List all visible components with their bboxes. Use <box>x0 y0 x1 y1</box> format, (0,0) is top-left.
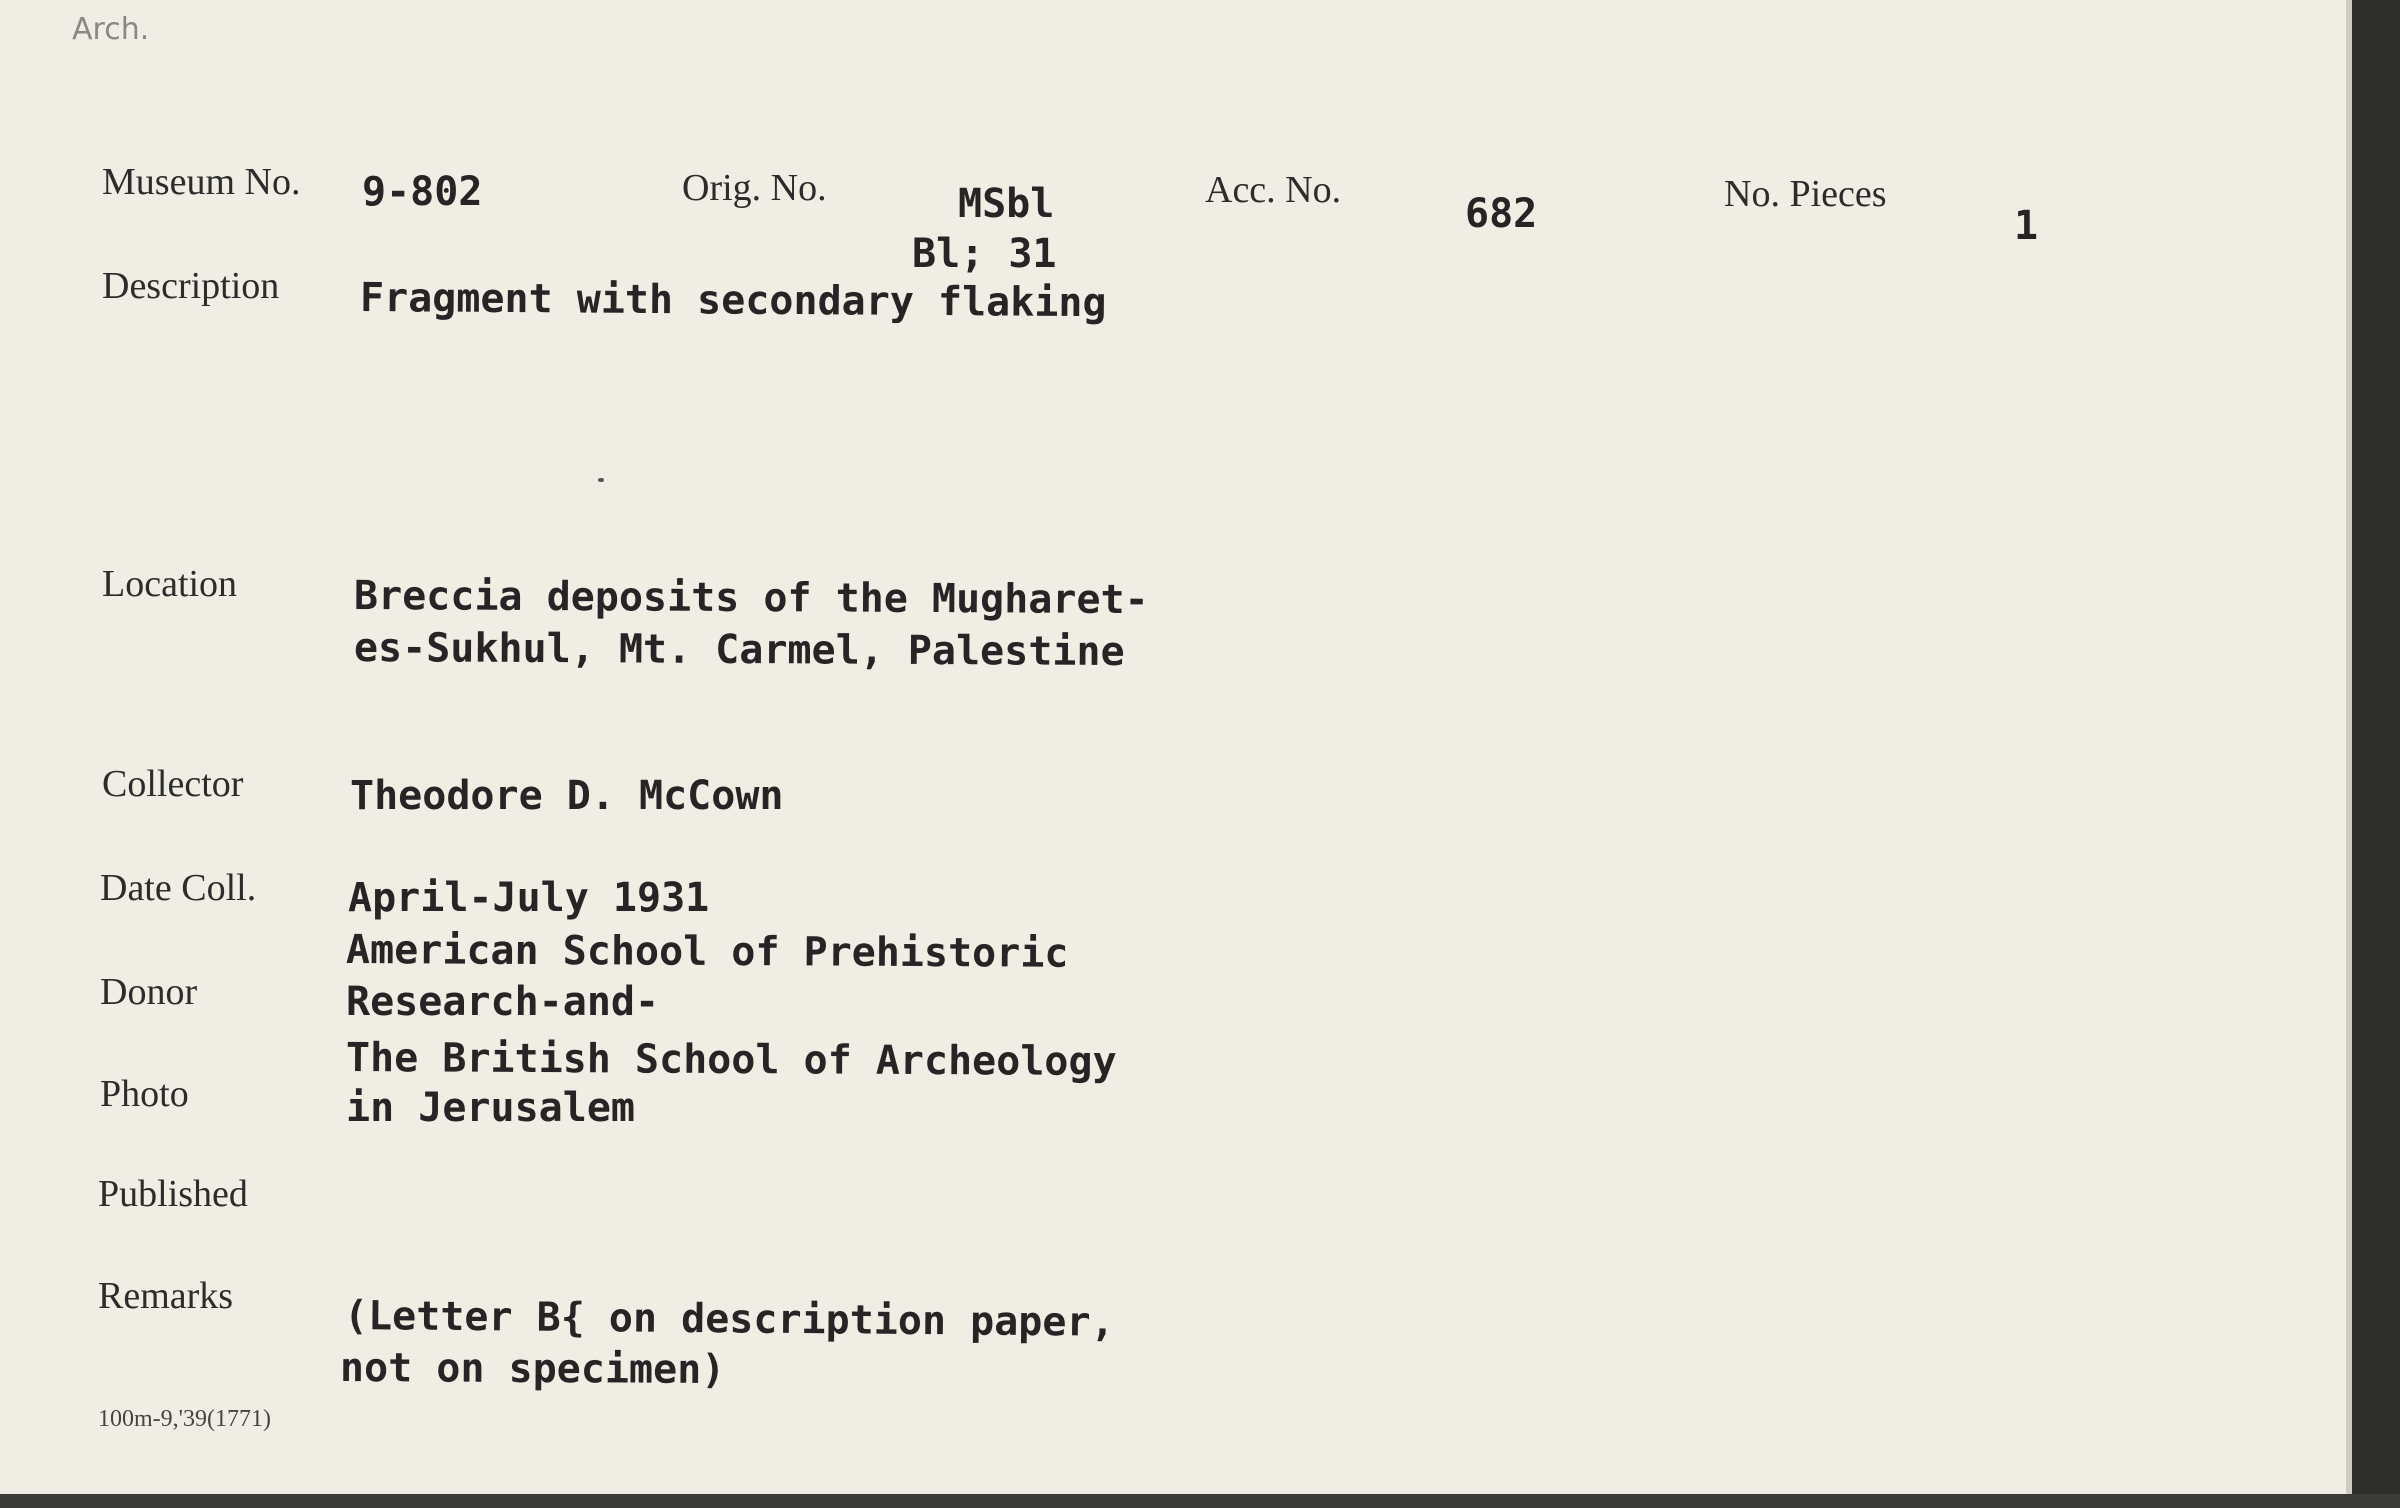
remarks-label: Remarks <box>98 1275 234 1317</box>
published-label: Published <box>98 1173 248 1215</box>
orig-no-label: Orig. No. <box>682 167 827 209</box>
museum-no-label: Museum No. <box>102 161 301 203</box>
date-coll-value: April-July 1931 <box>348 875 710 921</box>
ink-speck <box>598 478 604 482</box>
scan-edge-right <box>2352 0 2400 1508</box>
location-value-line2: es-Sukhul, Mt. Carmel, Palestine <box>353 625 1125 676</box>
orig-no-value-line1: MSbl <box>958 181 1055 227</box>
description-value: Fragment with secondary flaking <box>359 275 1107 327</box>
remarks-value-line2: not on specimen) <box>339 1345 726 1394</box>
remarks-value-line1: (Letter B{ on description paper, <box>343 1293 1115 1346</box>
no-pieces-value: 1 <box>2014 203 2039 249</box>
acc-no-value: 682 <box>1465 191 1538 237</box>
corner-note: Arch. <box>72 12 150 47</box>
description-label: Description <box>102 265 280 307</box>
donor-label: Donor <box>100 971 198 1013</box>
print-code: 100m-9,'39(1771) <box>98 1406 271 1432</box>
collector-label: Collector <box>102 763 244 805</box>
donor-value-line3: The British School of Archeology <box>345 1035 1117 1086</box>
location-label: Location <box>102 563 238 605</box>
donor-value-line1: American School of Prehistoric <box>345 927 1069 977</box>
collector-value: Theodore D. McCown <box>350 773 784 819</box>
acc-no-label: Acc. No. <box>1205 169 1342 211</box>
donor-value-line2: Research-and- <box>346 979 660 1025</box>
museum-no-value: 9-802 <box>362 169 483 215</box>
photo-label: Photo <box>100 1073 189 1115</box>
location-value-line1: Breccia deposits of the Mugharet- <box>353 573 1149 624</box>
orig-no-value-line2: Bl; 31 <box>912 231 1057 277</box>
scan-edge-bottom <box>0 1494 2400 1508</box>
donor-value-line4: in Jerusalem <box>346 1085 635 1131</box>
date-coll-label: Date Coll. <box>100 867 257 909</box>
no-pieces-label: No. Pieces <box>1724 173 1887 215</box>
